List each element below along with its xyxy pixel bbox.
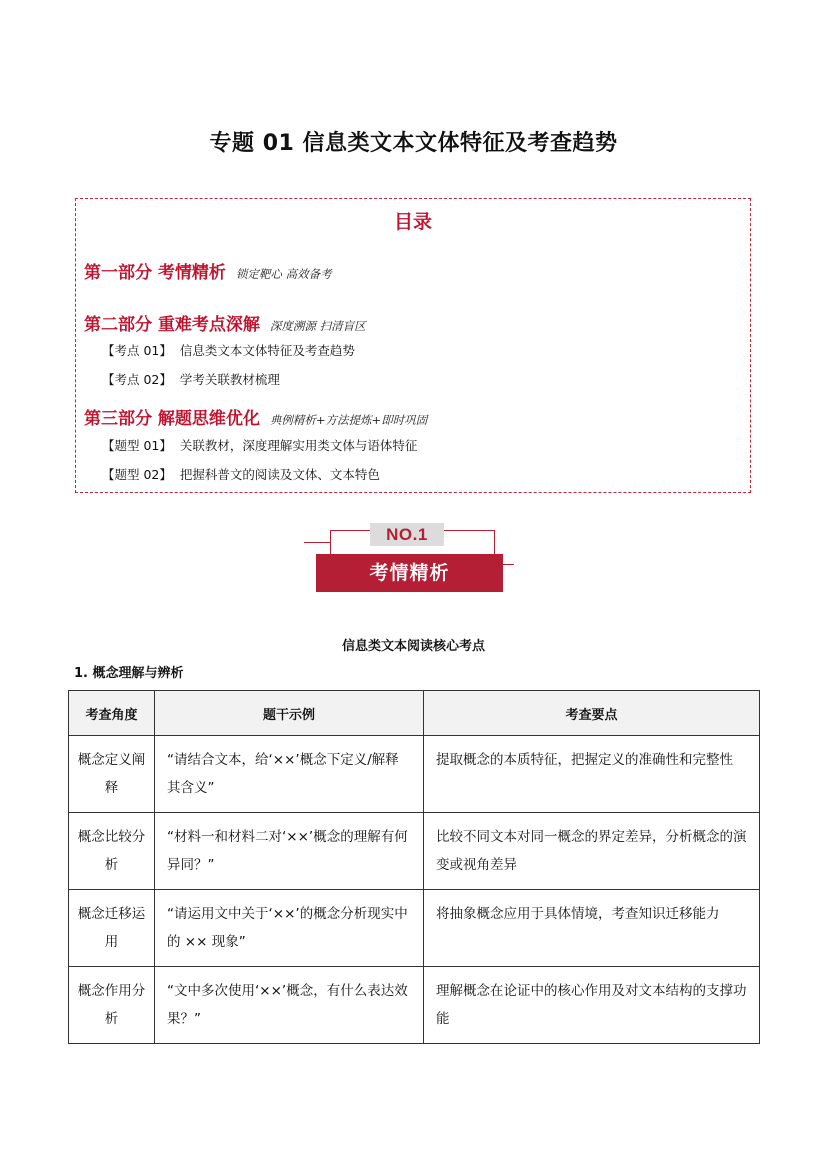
table-cell-angle: 概念作用分析: [69, 967, 155, 1044]
toc-item-text: 学考关联教材梳理: [179, 372, 280, 387]
table-row: [69, 967, 760, 1044]
toc-item-tixing-01[interactable]: [102, 436, 417, 454]
section-banner: [304, 520, 514, 594]
toc-part-slogan: 锁定靶心 高效备考: [235, 267, 332, 281]
toc-part-title: 第二部分 重难考点深解: [84, 315, 260, 335]
subheading: 1. 概念理解与辨析: [74, 666, 184, 681]
page-title: 专题 01 信息类文本文体特征及考查趋势: [209, 131, 618, 156]
table-cell-example: “请运用文中关于‘××’的概念分析现实中的 ×× 现象”: [155, 890, 424, 967]
toc-item-tag: 【考点 01】: [102, 343, 172, 358]
table-cell-points: 将抽象概念应用于具体情境，考查知识迁移能力: [424, 890, 760, 967]
toc-item-tag: 【题型 02】: [102, 467, 172, 482]
banner-line-left: [304, 542, 330, 543]
toc-item-tag: 【题型 01】: [102, 438, 172, 453]
toc-part-title: 第一部分 考情精析: [84, 263, 226, 283]
table-cell-example: “请结合文本，给‘××’概念下定义/解释其含义”: [155, 736, 424, 813]
toc-part-title: 第三部分 解题思维优化: [84, 409, 260, 429]
toc-item-text: 信息类文本文体特征及考查趋势: [179, 343, 355, 358]
section-title: 信息类文本阅读核心考点: [341, 639, 485, 654]
table-of-contents: [75, 198, 751, 493]
toc-item-tixing-02[interactable]: [102, 465, 380, 483]
column-header-angle: 考查角度: [69, 691, 155, 736]
table-cell-points: 提取概念的本质特征，把握定义的准确性和完整性: [424, 736, 760, 813]
banner-label: 考情精析: [316, 554, 503, 592]
toc-item-kaodian-01[interactable]: [102, 341, 355, 359]
column-header-points: 考查要点: [424, 691, 760, 736]
table-header-row: [69, 691, 760, 736]
table-cell-angle: 概念迁移运用: [69, 890, 155, 967]
table-row: [69, 890, 760, 967]
table-cell-example: “文中多次使用‘××’概念，有什么表达效果？”: [155, 967, 424, 1044]
toc-part-slogan: 深度溯源 扫清盲区: [269, 319, 366, 333]
toc-part-1[interactable]: [84, 258, 332, 283]
toc-part-3[interactable]: [84, 404, 427, 429]
table-cell-points: 理解概念在论证中的核心作用及对文本结构的支撑功能: [424, 967, 760, 1044]
toc-part-2[interactable]: [84, 310, 366, 335]
toc-item-tag: 【考点 02】: [102, 372, 172, 387]
table-cell-angle: 概念定义阐释: [69, 736, 155, 813]
exam-points-table: [68, 690, 760, 1044]
toc-item-kaodian-02[interactable]: [102, 370, 280, 388]
toc-part-slogan: 典例精析+方法提炼+即时巩固: [269, 413, 428, 427]
table-cell-angle: 概念比较分析: [69, 813, 155, 890]
table-row: [69, 813, 760, 890]
table-cell-points: 比较不同文本对同一概念的界定差异，分析概念的演变或视角差异: [424, 813, 760, 890]
toc-item-text: 把握科普文的阅读及文体、文本特色: [179, 467, 380, 482]
column-header-example: 题干示例: [155, 691, 424, 736]
banner-number: NO.1: [370, 523, 444, 546]
toc-heading: 目录: [393, 211, 432, 233]
table-cell-example: “材料一和材料二对‘××’概念的理解有何异同？”: [155, 813, 424, 890]
toc-item-text: 关联教材，深度理解实用类文体与语体特征: [179, 438, 418, 453]
table-row: [69, 736, 760, 813]
